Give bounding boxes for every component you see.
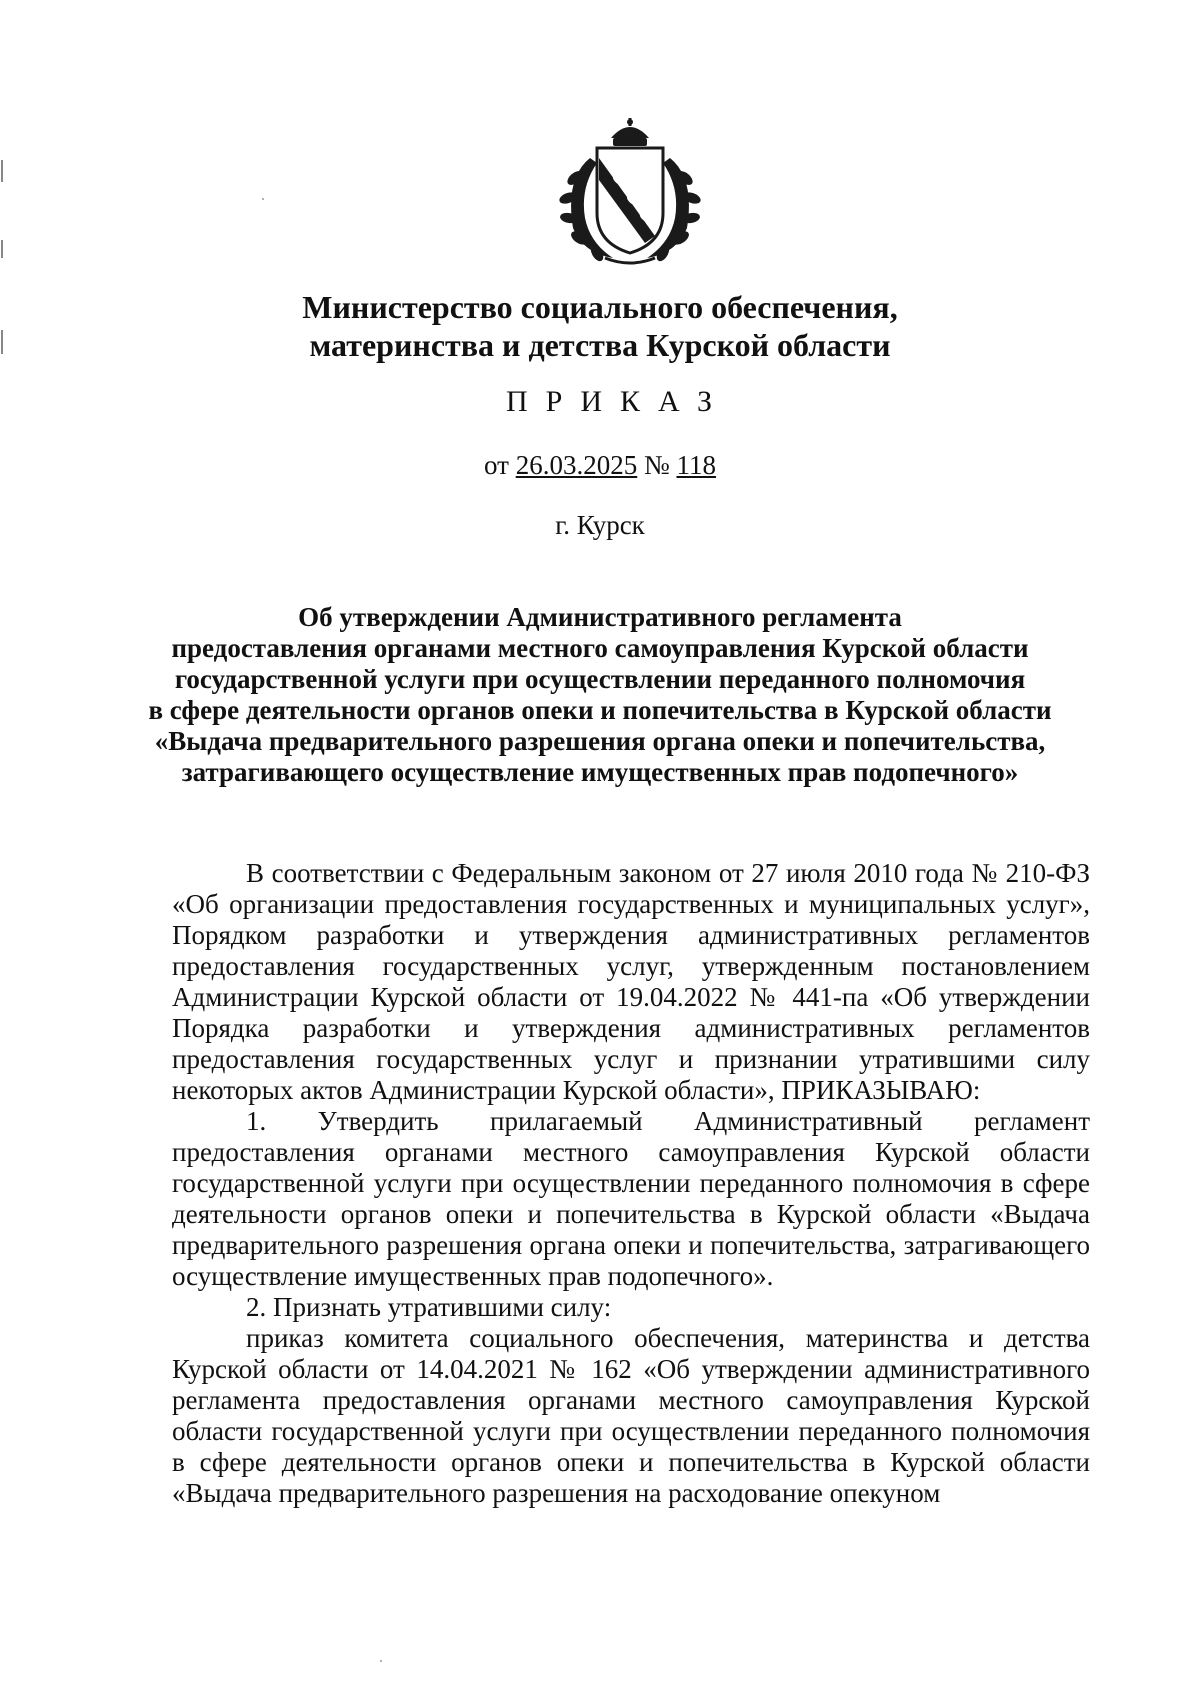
preamble-paragraph: В соответствии с Федеральным законом от 27 июля 2010 года № 210-ФЗ «Об организации предоставления государственных и муниципальных услуг», Порядком разработки и утверждения административных регламентов предоставления государственных услуг, утвержденным постановлением Администрации Курской области от 19.04.2022 № 441-па «Об утверждении Порядка разработки и утверждения административных регламентов предоставления государственных услуг и признании утратившими силу некоторых актов Администрации Курской области», ПРИКАЗЫВАЮ:	[172, 858, 1090, 1105]
subject-line: в сфере деятельности органов опеки и попечительства в Курской области	[148, 695, 1052, 725]
number-prefix: №	[643, 450, 670, 480]
date-prefix: от	[484, 450, 509, 480]
subject-line: государственной услуги при осуществлении переданного полномочия	[174, 664, 1026, 694]
order-date: 26.03.2025	[515, 450, 638, 480]
city: г. Курск	[555, 510, 645, 540]
ministry-line: Министерство социального обеспечения,	[302, 289, 898, 325]
scan-speck	[262, 198, 264, 200]
subject-line: затрагивающего осуществление имущественных прав подопечного»	[181, 757, 1019, 787]
kursk-coat-of-arms-icon	[535, 118, 725, 268]
scan-edge-mark	[1, 160, 3, 182]
item-1-paragraph: 1. Утвердить прилагаемый Административный регламент предоставления органами местного самоуправления Курской области государственной услуги при осуществлении переданного полномочия в сфере деятельности органов опеки и попечительства в Курской области «Выдача предварительного разрешения органа опеки и попечительства, затрагивающего осуществление имущественных прав подопечного».	[172, 1106, 1090, 1291]
order-subject	[120, 602, 1080, 788]
item-2-heading: 2. Признать утратившими силу:	[246, 1292, 612, 1322]
item-2-paragraph: приказ комитета социального обеспечения, материнства и детства Курской области от 14.04.2021 № 162 «Об утверждении административного регламента предоставления органами местного самоуправления Курской области государственной услуги при осуществлении переданного полномочия в сфере деятельности органов опеки и попечительства в Курской области «Выдача предварительного разрешения на расходование опекуном	[172, 1323, 1090, 1508]
ministry-line: материнства и детства Курской области	[309, 327, 891, 363]
order-number: 118	[676, 450, 716, 480]
subject-line: предоставления органами местного самоуправления Курской области	[171, 633, 1029, 663]
order-body	[172, 858, 1090, 1509]
subject-line: Об утверждении Административного регламента	[298, 602, 902, 632]
ministry-name	[150, 288, 1050, 364]
subject-line: «Выдача предварительного разрешения органа опеки и попечительства,	[154, 726, 1046, 756]
scan-speck	[380, 1660, 382, 1662]
scan-edge-mark	[1, 240, 3, 258]
order-title: ПРИКАЗ	[506, 385, 730, 418]
scan-edge-mark	[1, 330, 3, 354]
order-date-line	[150, 450, 1050, 481]
